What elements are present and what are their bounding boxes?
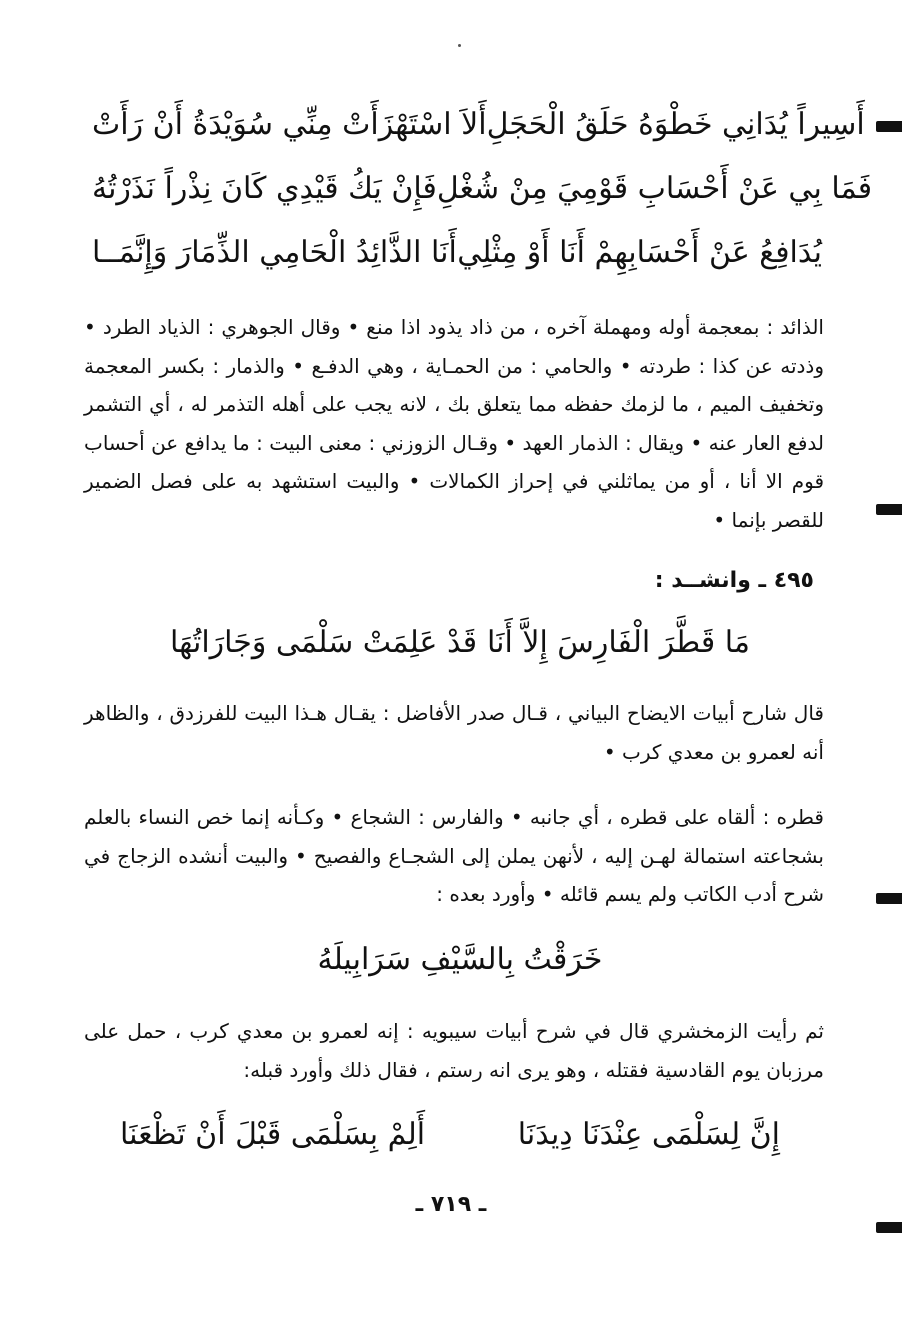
commentary-paragraph-3 bbox=[84, 798, 824, 914]
verse-second-hemistich: مَا قَطَّرَ الْفَارِسَ إِلاَّ أَنَا bbox=[486, 625, 750, 660]
verse-495 bbox=[170, 612, 750, 674]
verse-first-hemistich: أَلاَ اسْتَهْزَأَتْ مِنِّي سُوَيْدَةُ أَنْ رَأَتْ bbox=[92, 107, 487, 142]
commentary-text: ثم رأيت الزمخشري قال في شرح أبيات سيبويه : إنه لعمرو بن معدي كرب ، حمل على مرزبان يوم القادسية فقتله ، وهو يرى انه رستم ، فقال ذلك وأورد قبله: bbox=[84, 1019, 824, 1082]
verse-first-hemistich: فَإِنْ يَكُ قَيْدِي كَانَ نِذْراً نَذَرْتُهُ bbox=[92, 171, 437, 206]
verse-second-hemistich: إِنَّ لِسَلْمَى عِنْدَنَا دِيدَنَا bbox=[517, 1117, 780, 1152]
scan-speck bbox=[458, 44, 461, 47]
verse-before bbox=[120, 1104, 780, 1166]
edge-mark bbox=[876, 504, 902, 515]
page-number: ـ ٧١٩ ـ bbox=[415, 1192, 487, 1217]
section-heading: ٤٩٥ ـ وانشــد : bbox=[654, 568, 814, 593]
commentary-paragraph-4 bbox=[84, 1012, 824, 1089]
commentary-paragraph-2 bbox=[84, 694, 824, 771]
commentary-paragraph-1 bbox=[84, 308, 824, 539]
verse-first-hemistich: أَنَا الذَّائِدُ الْحَامِي الذِّمَارَ وَإِنَّمَــا bbox=[92, 235, 457, 270]
edge-mark bbox=[876, 893, 902, 904]
verse-second-hemistich: فَمَا بِي عَنْ أَحْسَابِ قَوْمِيَ مِنْ شُغْلِ bbox=[436, 171, 873, 206]
verse-line-2 bbox=[92, 158, 873, 220]
edge-mark bbox=[876, 121, 902, 132]
commentary-text: الذائد : بمعجمة أوله ومهملة آخره ، من ذاد يذود اذا منع • وقال الجوهري : الذياد الطرد • وذدته عن كذا : طردته • والحامي : من الحمـاية ، وهي الدفـع • والذمار : بكسر المعجمة وتخفيف الميم ، ما لزمك حفظه مما يتعلق بك ، لانه يجب على أهله التذمر له ، أي التشمر لدفع العار عنه • ويقال : الذمار العهد • وقـال الزوزني : معنى البيت : ما يدافع عن أحساب قوم الا أنا ، أو من يماثلني في إحراز الكمالات • والبيت استشهد به على فصل الضمير للقصر بإنما • bbox=[84, 315, 824, 532]
verse-second-hemistich: أَسِيراً يُدَانِي خَطْوَهُ حَلَقُ الْحَجَلِ bbox=[486, 107, 865, 142]
verse-line-1 bbox=[92, 94, 865, 156]
verse-first-hemistich: أَلِمْ بِسَلْمَى قَبْلَ أَنْ تَظْعَنَا bbox=[120, 1117, 426, 1152]
commentary-text: قطره : ألقاه على قطره ، أي جانبه • والفارس : الشجاع • وكـأنه إنما خص النساء بالعلم بشجاعته استمالة لهـن إليه ، لأنهن يملن إلى الشجـاع والفصيح • والبيت أنشده الزجاج في شرح أدب الكاتب ولم يسم قائله • وأورد بعده : bbox=[84, 805, 824, 906]
verse-half-line: خَرَقْتُ بِالسَّيْفِ سَرَابِيلَهُ bbox=[317, 942, 603, 977]
verse-line-3 bbox=[92, 222, 822, 284]
edge-mark bbox=[876, 1222, 902, 1233]
verse-first-hemistich: قَدْ عَلِمَتْ سَلْمَى وَجَارَاتُهَا bbox=[170, 625, 478, 660]
commentary-text: قال شارح أبيات الايضاح البياني ، قـال صدر الأفاضل : يقـال هـذا البيت للفرزدق ، والظاهر أنه لعمرو بن معدي كرب • bbox=[84, 701, 824, 764]
verse-second-hemistich: يُدَافِعُ عَنْ أَحْسَابِهِمْ أَنَا أَوْ مِثْلِي bbox=[457, 235, 822, 270]
